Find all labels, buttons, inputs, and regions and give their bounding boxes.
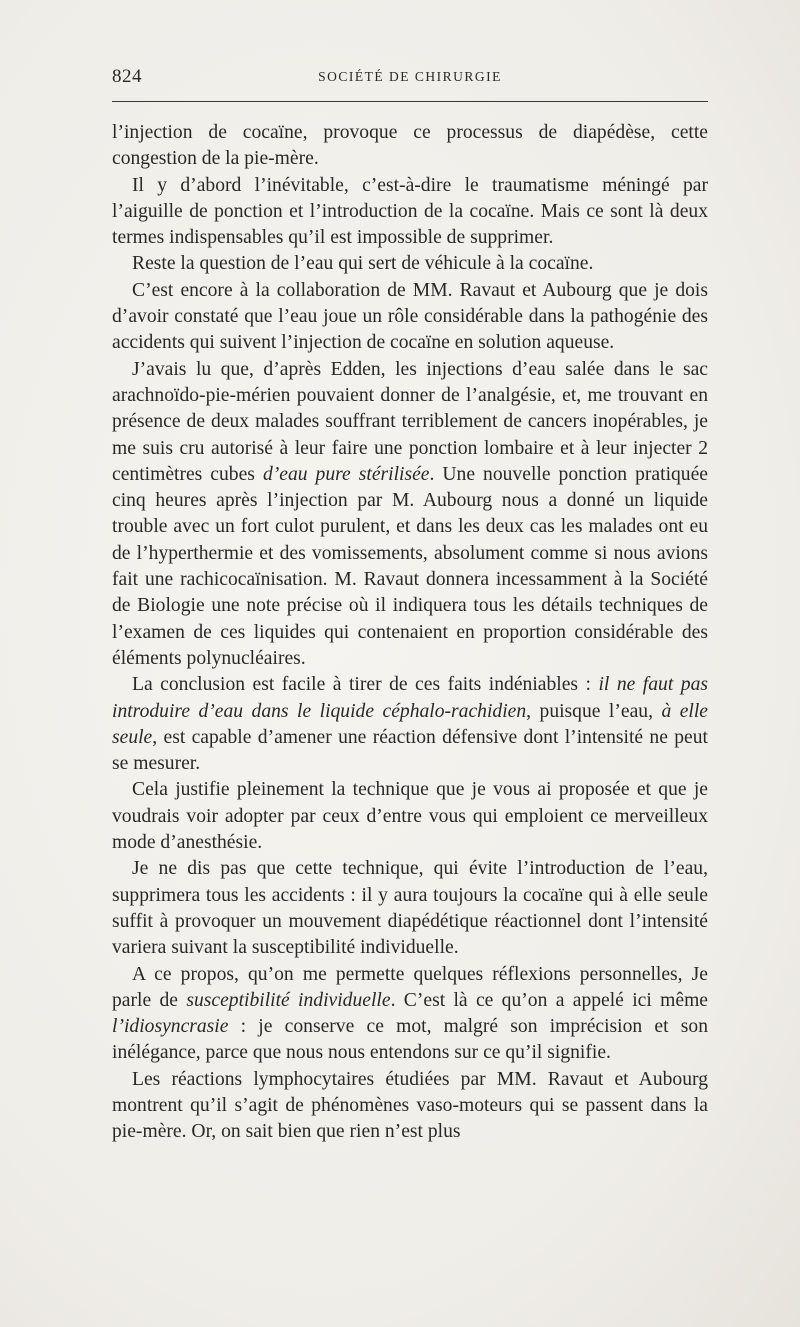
text-run: C’est encore à la collaboration de MM. Ravaut et Aubourg que je dois d’avoir constaté que l’eau joue un rôle considérable dans la pathogénie des accidents qui suivent l’injection de cocaïne en solution aqueuse. [112,279,708,354]
text-run: La conclusion est facile à tirer de ces faits indéniables : [132,674,599,696]
paragraph [112,856,708,961]
text-run: Cela justifie pleinement la technique que je vous ai proposée et que je voudrais voir adopter par ceux d’entre vous qui emploient ce merveilleux mode d’anesthésie. [112,779,708,854]
text-run: J’avais lu que, d’après Edden, les injections d’eau salée dans le sac arachnoïdo-pie-mérien pouvaient donner de l’analgésie, et, me trouvant en présence de deux malades souffrant terriblement de cancers inopérables, je me suis cru autorisé à leur faire une ponction lombaire et à leur injecter 2 centimètres cubes [112,358,708,485]
paragraph [112,1067,708,1146]
body-text [112,120,708,1146]
paragraph [112,173,708,252]
page-header [112,66,708,90]
italic-text: l’idiosyncrasie [112,1016,229,1038]
paragraph [112,962,708,1067]
paragraph [112,777,708,856]
text-run: , puisque l’eau, [526,700,662,722]
text-run: Reste la question de l’eau qui sert de véhicule à la cocaïne. [132,253,594,275]
italic-text: susceptibilité individuelle [186,989,391,1011]
text-run: . Une nouvelle ponction pratiquée cinq heures après l’injection par M. Aubourg nous a donné un liquide trouble avec un fort culot purulent, et dans les deux cas les malades ont eu de l’hyperthermie et des vomissements, absolument comme si nous avions fait une rachicocaïnisation. M. Ravaut donnera incessamment à la Société de Biologie une note précise où il indiquera tous les détails techniques de l’examen de ces liquides qui contenaient en proportion considérable des éléments polynucléaires. [112,463,708,669]
italic-text: il ne faut pas introduire d’eau dans le liquide céphalo-rachidien [112,674,708,722]
header-rule [112,101,708,102]
paragraph [112,278,708,357]
page-number: 824 [112,66,142,87]
paragraph [112,120,708,173]
paragraph [112,357,708,673]
paragraph [112,251,708,277]
paragraph [112,672,708,777]
text-run: A ce propos, qu’on me permette quelques réflexions personnelles, Je parle de [112,963,708,1011]
text-run: Je ne dis pas que cette technique, qui évite l’introduction de l’eau, supprimera tous les accidents : il y aura toujours la cocaïne qui à elle seule suffit à provoquer un mouvement diapédétique réactionnel dont l’intensité variera suivant la susceptibilité individuelle. [112,858,708,959]
text-run: . C’est là ce qu’on a appelé ici même [390,989,709,1011]
text-run: Les réactions lymphocytaires étudiées par MM. Ravaut et Aubourg montrent qu’il s’agit de phénomènes vaso-moteurs qui se passent dans la pie-mère. Or, on sait bien que rien n’est plus [112,1068,708,1143]
running-title: SOCIÉTÉ DE CHIRURGIE [318,69,502,84]
italic-text: à elle seule [112,700,708,748]
text-run: l’injection de cocaïne, provoque ce processus de diapédèse, cette congestion de la pie-mère. [112,122,708,170]
italic-text: d’eau pure stérilisée [262,463,430,485]
text-run: , est capable d’amener une réaction défensive dont l’intensité ne peut se mesurer. [112,726,708,775]
text-run: Il y d’abord l’inévitable, c’est-à-dire le traumatisme méningé par l’aiguille de ponction et l’introduction de la cocaïne. Mais ce sont là deux termes indispensables qu’il est impossible de supprimer. [112,174,708,249]
text-run: : je conserve ce mot, malgré son imprécision et son inélégance, parce que nous nous entendons sur ce qu’il signifie. [112,1016,708,1064]
